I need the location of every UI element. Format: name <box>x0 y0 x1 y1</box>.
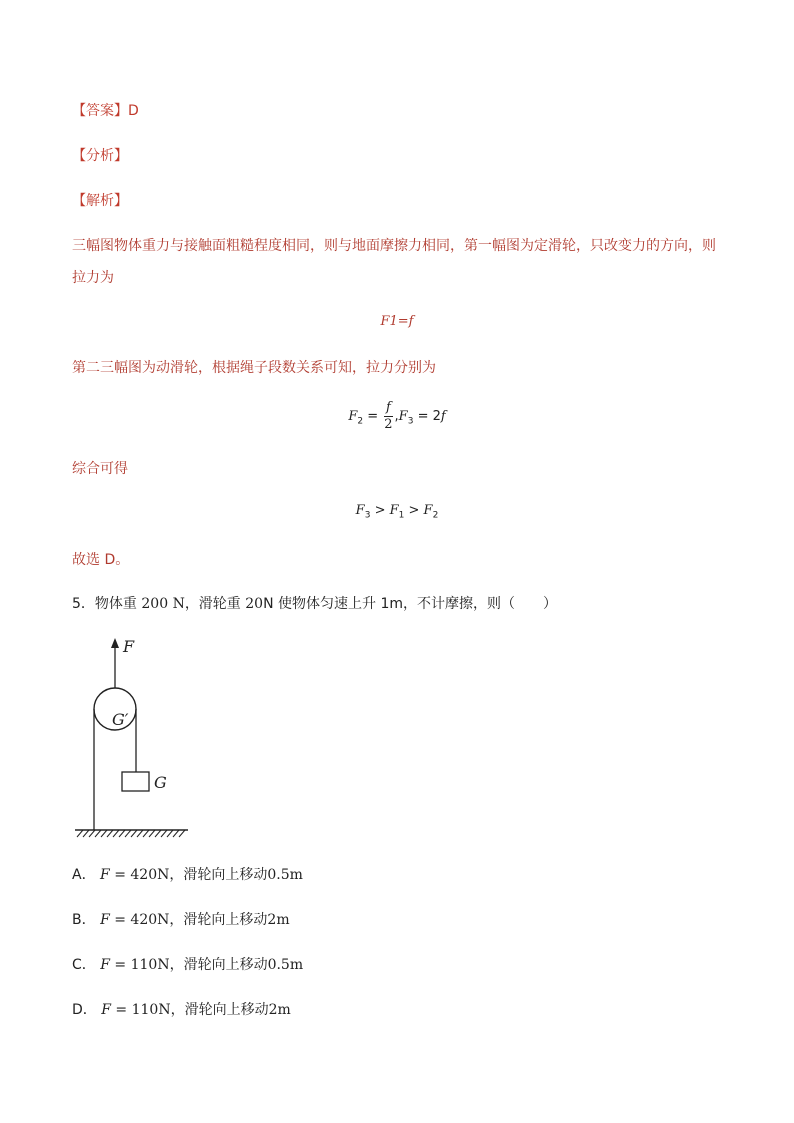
explanation-para1-line2: 拉力为 <box>72 270 114 286</box>
explanation-para2: 第二三幅图为动滑轮，根据绳子段数关系可知，拉力分别为 <box>72 360 436 376</box>
option-b-unit: N <box>157 912 170 928</box>
ground-hatching <box>77 830 185 837</box>
pulley-diagram <box>70 630 200 845</box>
fraction-f-over-2 <box>384 400 392 433</box>
option-c-text: ，滑轮向上移动 <box>169 957 268 973</box>
fraction-denominator: 2 <box>384 417 393 432</box>
option-d-unit: N <box>158 1002 171 1018</box>
option-a[interactable]: A． F = 420N，滑轮向上移动0.5m <box>72 867 303 883</box>
option-d-dist: 2m <box>268 1002 291 1018</box>
option-a-dist: 0.5m <box>267 867 303 883</box>
option-d-letter: D． <box>72 1002 97 1018</box>
option-c-force: 110 <box>130 957 158 973</box>
question-text-3: N 使物体匀速上升 1m，不计摩擦，则（ ） <box>263 596 558 612</box>
answer-line <box>72 101 139 121</box>
question-number: 5． <box>72 596 95 612</box>
option-c-dist: 0.5m <box>267 957 304 973</box>
option-a-letter: A． <box>72 867 96 883</box>
weight-box <box>122 772 149 791</box>
option-b-text: ，滑轮向上移动 <box>169 912 268 928</box>
question-text-1: 物体重 <box>94 596 137 612</box>
option-c[interactable]: C． F = 110N，滑轮向上移动0.5m <box>72 957 304 973</box>
question-weight: 200 <box>141 596 169 612</box>
option-d[interactable]: D． F = 110N，滑轮向上移动2m <box>72 1002 291 1018</box>
weight-label: G <box>154 773 167 792</box>
equation-f1-text: F1=f <box>380 314 414 329</box>
answer-label: 【答案】 <box>72 103 128 119</box>
answer-value: D <box>128 103 139 119</box>
option-b-dist: 2m <box>267 912 290 928</box>
option-d-text: ，滑轮向上移动 <box>170 1002 269 1018</box>
option-c-letter: C． <box>72 957 96 973</box>
conclusion: 故选 D。 <box>72 552 130 568</box>
explanation-para3: 综合可得 <box>72 461 128 477</box>
question-text-2: ，滑轮重 <box>184 596 241 612</box>
fraction-numerator: f <box>385 400 391 415</box>
option-d-force: 110 <box>131 1002 159 1018</box>
explanation-para1-line1: 三幅图物体重力与接触面粗糙程度相同，则与地面摩擦力相同，第一幅图为定滑轮，只改变力的方向，则 <box>72 238 716 254</box>
option-a-text: ，滑轮向上移动 <box>169 867 268 883</box>
force-label: F <box>123 637 135 656</box>
equation-inequality: $F_3 > F_1 > F_2$ <box>355 503 439 521</box>
explanation-label: 【解析】 <box>72 193 128 209</box>
equation-f2-f3: $F_2$ = $\frac{f}{2}$ $,F_3 = 2f$ <box>348 400 446 432</box>
option-a-force: 420 <box>130 867 158 883</box>
equation-f1 <box>0 314 794 329</box>
question-unit: N <box>172 596 185 612</box>
option-b-force: 420 <box>130 912 158 928</box>
option-c-unit: N <box>157 957 170 973</box>
question-pulley-weight: 20 <box>245 596 264 612</box>
question-5 <box>72 594 557 614</box>
option-b[interactable]: B． F = 420N，滑轮向上移动2m <box>72 912 290 928</box>
pulley-label: G′ <box>112 710 129 729</box>
option-a-unit: N <box>157 867 170 883</box>
analysis-label: 【分析】 <box>72 148 128 164</box>
option-b-letter: B． <box>72 912 96 928</box>
force-arrow-head <box>111 638 119 648</box>
